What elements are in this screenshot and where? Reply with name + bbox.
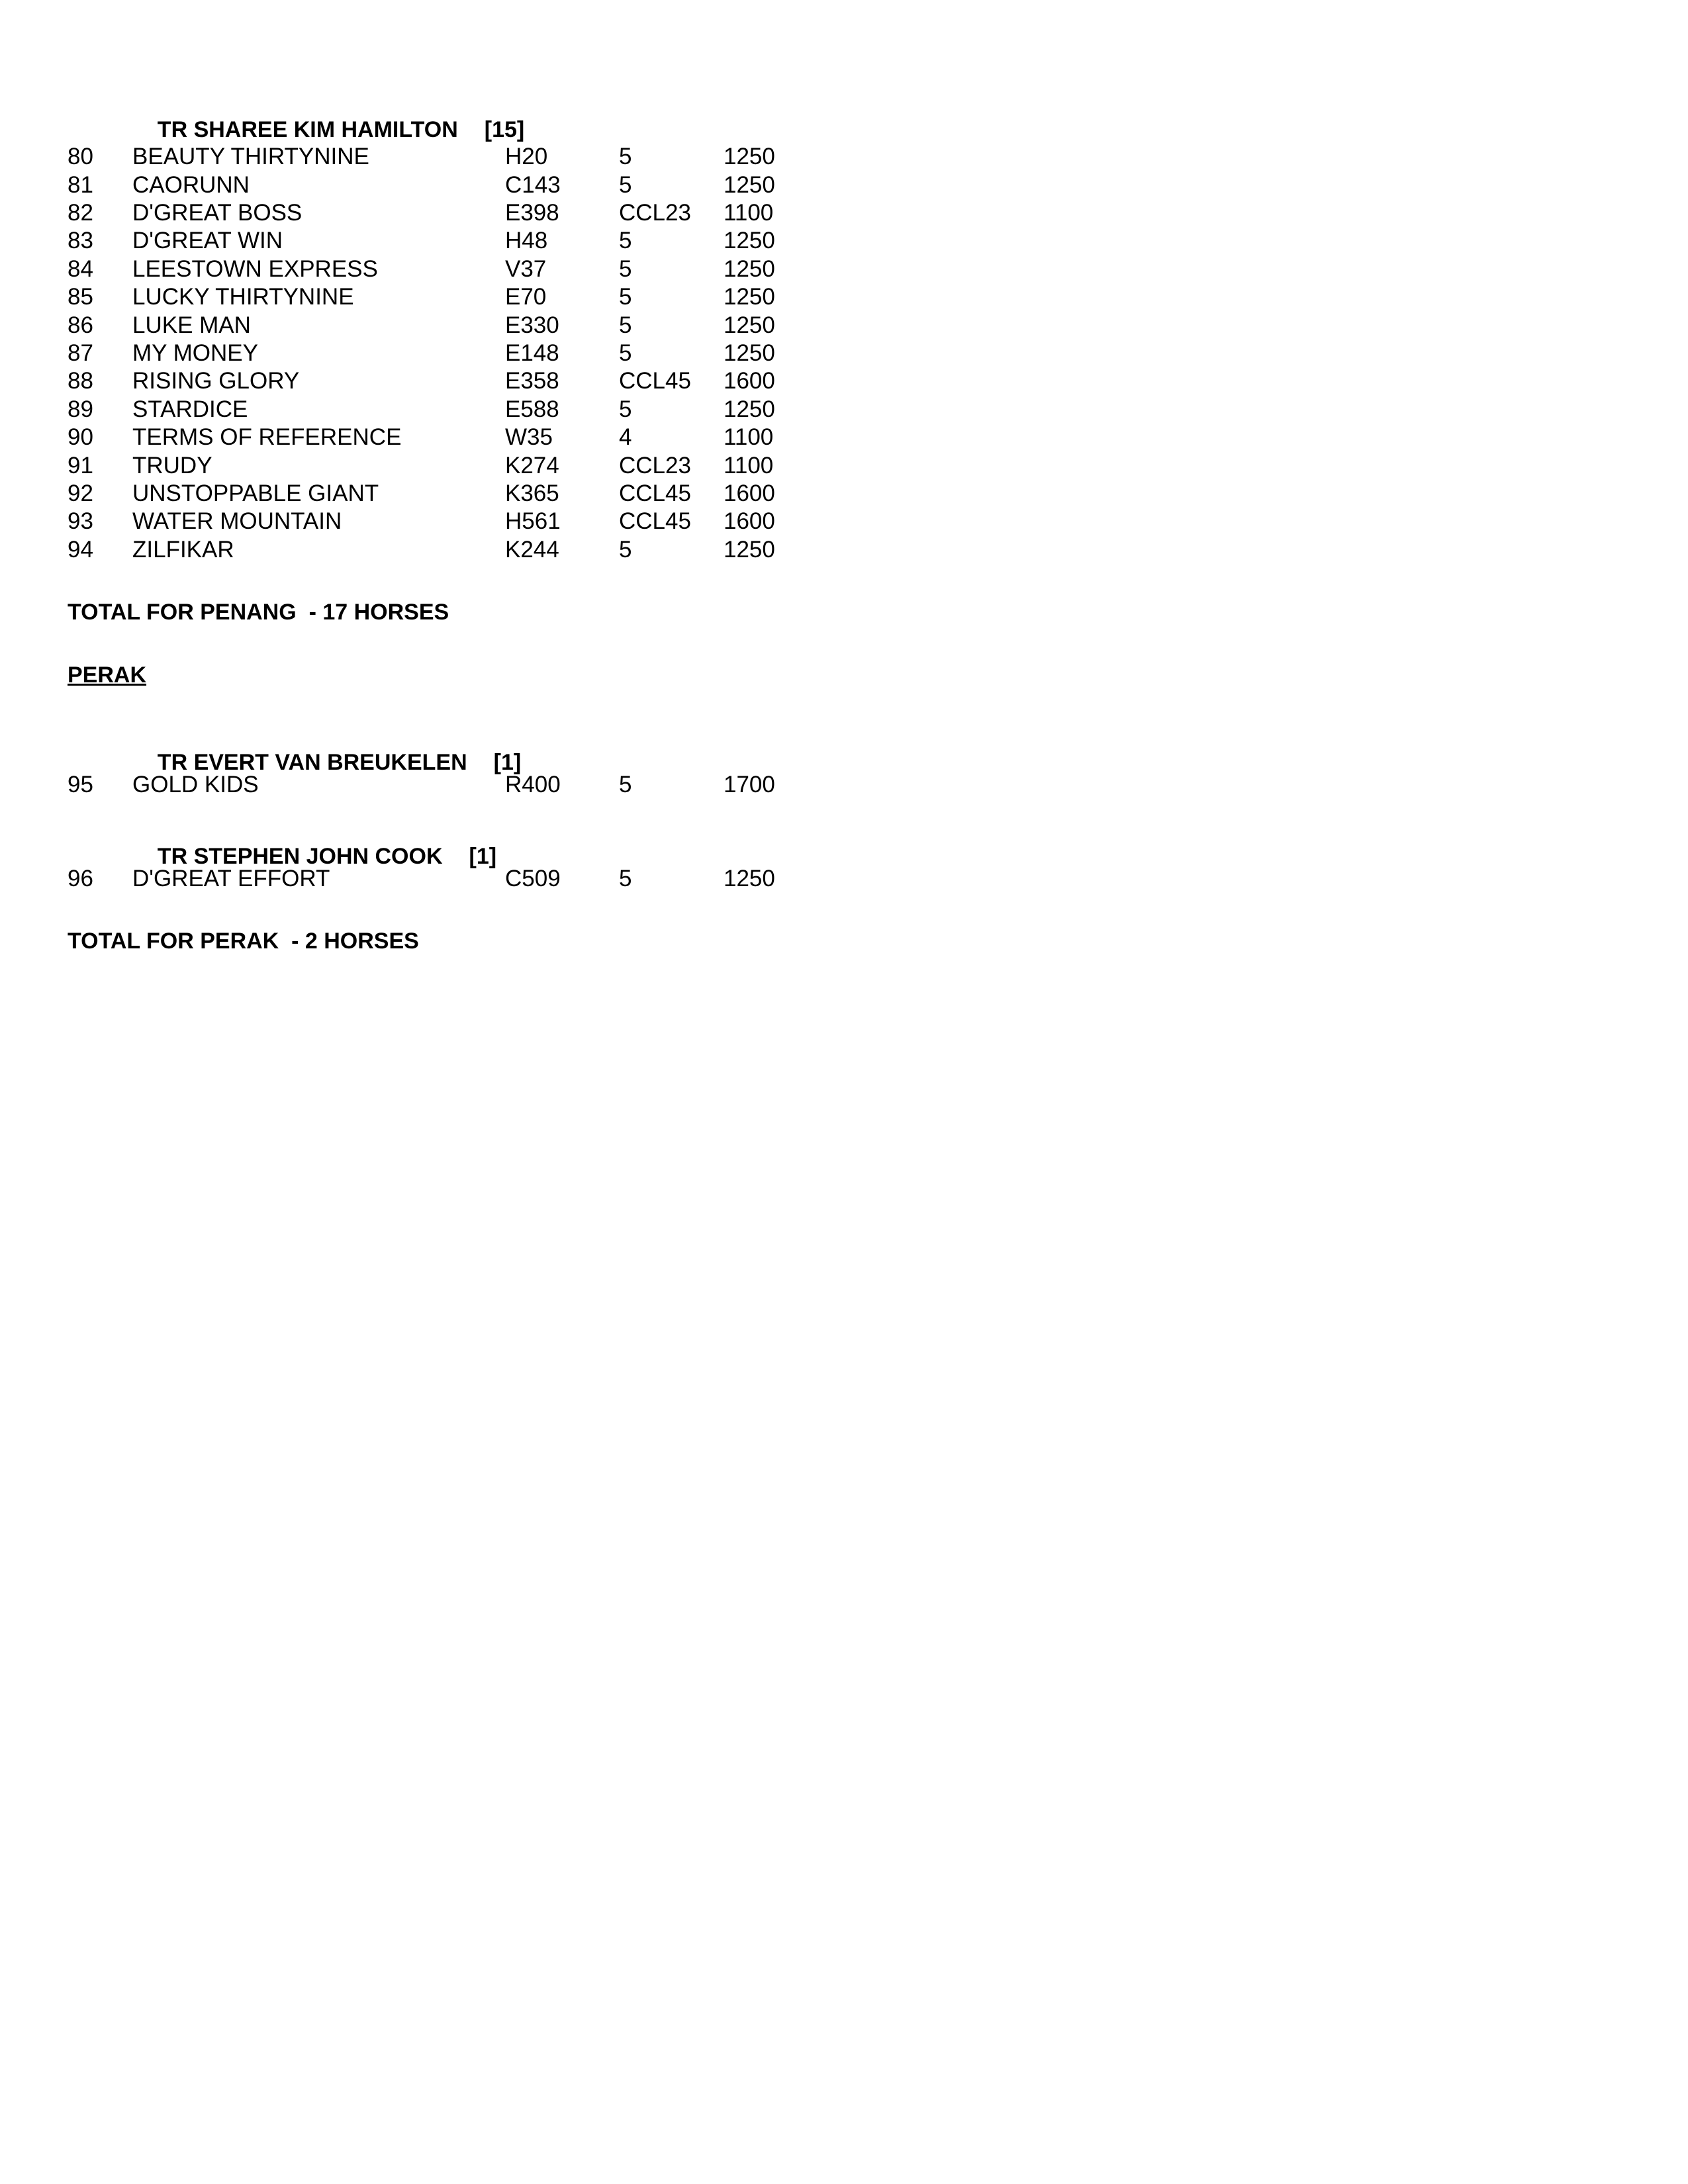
horse-distance: 1600: [724, 368, 775, 394]
horse-code: V37: [505, 256, 547, 282]
horse-code: H20: [505, 144, 548, 169]
horse-name: UNSTOPPABLE GIANT: [132, 480, 379, 506]
horse-distance: 1600: [724, 480, 775, 506]
horse-name: TERMS OF REFERENCE: [132, 424, 402, 450]
horse-distance: 1250: [724, 396, 775, 422]
horse-distance: 1100: [724, 424, 774, 450]
horse-code: R400: [505, 772, 561, 797]
horse-code: H561: [505, 508, 561, 534]
horse-code: W35: [505, 424, 553, 450]
horse-code: E70: [505, 284, 547, 310]
horse-distance: 1250: [724, 172, 775, 198]
horse-distance: 1100: [724, 453, 774, 478]
horse-distance: 1250: [724, 284, 775, 310]
total-perak: TOTAL FOR PERAK - 2 HORSES: [68, 929, 419, 954]
horse-code: E330: [505, 312, 559, 338]
horse-code: C509: [505, 866, 561, 891]
horse-name: MY MONEY: [132, 340, 258, 366]
horse-name: CAORUNN: [132, 172, 250, 198]
total-penang: TOTAL FOR PENANG - 17 HORSES: [68, 600, 449, 625]
trainer-name: TR SHAREE KIM HAMILTON: [157, 117, 458, 142]
horse-rating: 5: [619, 772, 632, 797]
horse-distance: 1250: [724, 256, 775, 282]
horse-number: 82: [68, 200, 93, 226]
horse-rating: 5: [619, 340, 632, 366]
horse-number: 95: [68, 772, 93, 797]
horse-distance: 1250: [724, 537, 775, 563]
horse-code: C143: [505, 172, 561, 198]
trainer-name: TR STEPHEN JOHN COOK: [157, 844, 443, 869]
horse-distance: 1250: [724, 312, 775, 338]
horse-number: 80: [68, 144, 93, 169]
horse-number: 81: [68, 172, 93, 198]
horse-distance: 1250: [724, 340, 775, 366]
horse-rating: CCL45: [619, 368, 691, 394]
horse-number: 92: [68, 480, 93, 506]
horse-code: K274: [505, 453, 559, 478]
horse-distance: 1700: [724, 772, 775, 797]
horse-code: E588: [505, 396, 559, 422]
horse-name: STARDICE: [132, 396, 248, 422]
horse-distance: 1250: [724, 228, 775, 253]
horse-number: 84: [68, 256, 93, 282]
horse-code: E358: [505, 368, 559, 394]
horse-code: H48: [505, 228, 548, 253]
horse-number: 88: [68, 368, 93, 394]
horse-rating: 4: [619, 424, 632, 450]
horse-name: D'GREAT EFFORT: [132, 866, 330, 891]
horse-number: 94: [68, 537, 93, 563]
horse-rating: CCL23: [619, 200, 691, 226]
horse-code: K244: [505, 537, 559, 563]
horse-code: E148: [505, 340, 559, 366]
horse-distance: 1250: [724, 144, 775, 169]
horse-number: 86: [68, 312, 93, 338]
horse-number: 93: [68, 508, 93, 534]
trainer-horse-count: [15]: [484, 117, 525, 142]
horse-rating: 5: [619, 144, 632, 169]
horse-name: TRUDY: [132, 453, 212, 478]
horse-name: D'GREAT WIN: [132, 228, 283, 253]
horse-name: GOLD KIDS: [132, 772, 259, 797]
horse-number: 83: [68, 228, 93, 253]
horse-rating: 5: [619, 172, 632, 198]
horse-code: E398: [505, 200, 559, 226]
trainer-name: TR EVERT VAN BREUKELEN: [157, 750, 467, 775]
trainer-horse-count: [1]: [469, 844, 497, 869]
horse-number: 89: [68, 396, 93, 422]
horse-rating: 5: [619, 396, 632, 422]
horse-rating: 5: [619, 256, 632, 282]
horse-rating: CCL45: [619, 480, 691, 506]
horse-name: LUKE MAN: [132, 312, 251, 338]
horse-name: D'GREAT BOSS: [132, 200, 303, 226]
horse-code: K365: [505, 480, 559, 506]
horse-rating: CCL23: [619, 453, 691, 478]
horse-name: WATER MOUNTAIN: [132, 508, 342, 534]
horse-rating: CCL45: [619, 508, 691, 534]
horse-number: 90: [68, 424, 93, 450]
horse-name: LEESTOWN EXPRESS: [132, 256, 378, 282]
horse-number: 87: [68, 340, 93, 366]
trainer-horse-count: [1]: [493, 750, 522, 775]
horse-rating: 5: [619, 228, 632, 253]
horse-name: ZILFIKAR: [132, 537, 234, 563]
horse-distance: 1100: [724, 200, 774, 226]
horse-distance: 1600: [724, 508, 775, 534]
horse-number: 96: [68, 866, 93, 891]
horse-distance: 1250: [724, 866, 775, 891]
horse-rating: 5: [619, 866, 632, 891]
horse-name: BEAUTY THIRTYNINE: [132, 144, 369, 169]
horse-number: 91: [68, 453, 93, 478]
state-heading-perak: PERAK: [68, 662, 147, 688]
horse-number: 85: [68, 284, 93, 310]
horse-rating: 5: [619, 284, 632, 310]
horse-name: RISING GLORY: [132, 368, 300, 394]
horse-rating: 5: [619, 312, 632, 338]
horse-rating: 5: [619, 537, 632, 563]
horse-name: LUCKY THIRTYNINE: [132, 284, 354, 310]
